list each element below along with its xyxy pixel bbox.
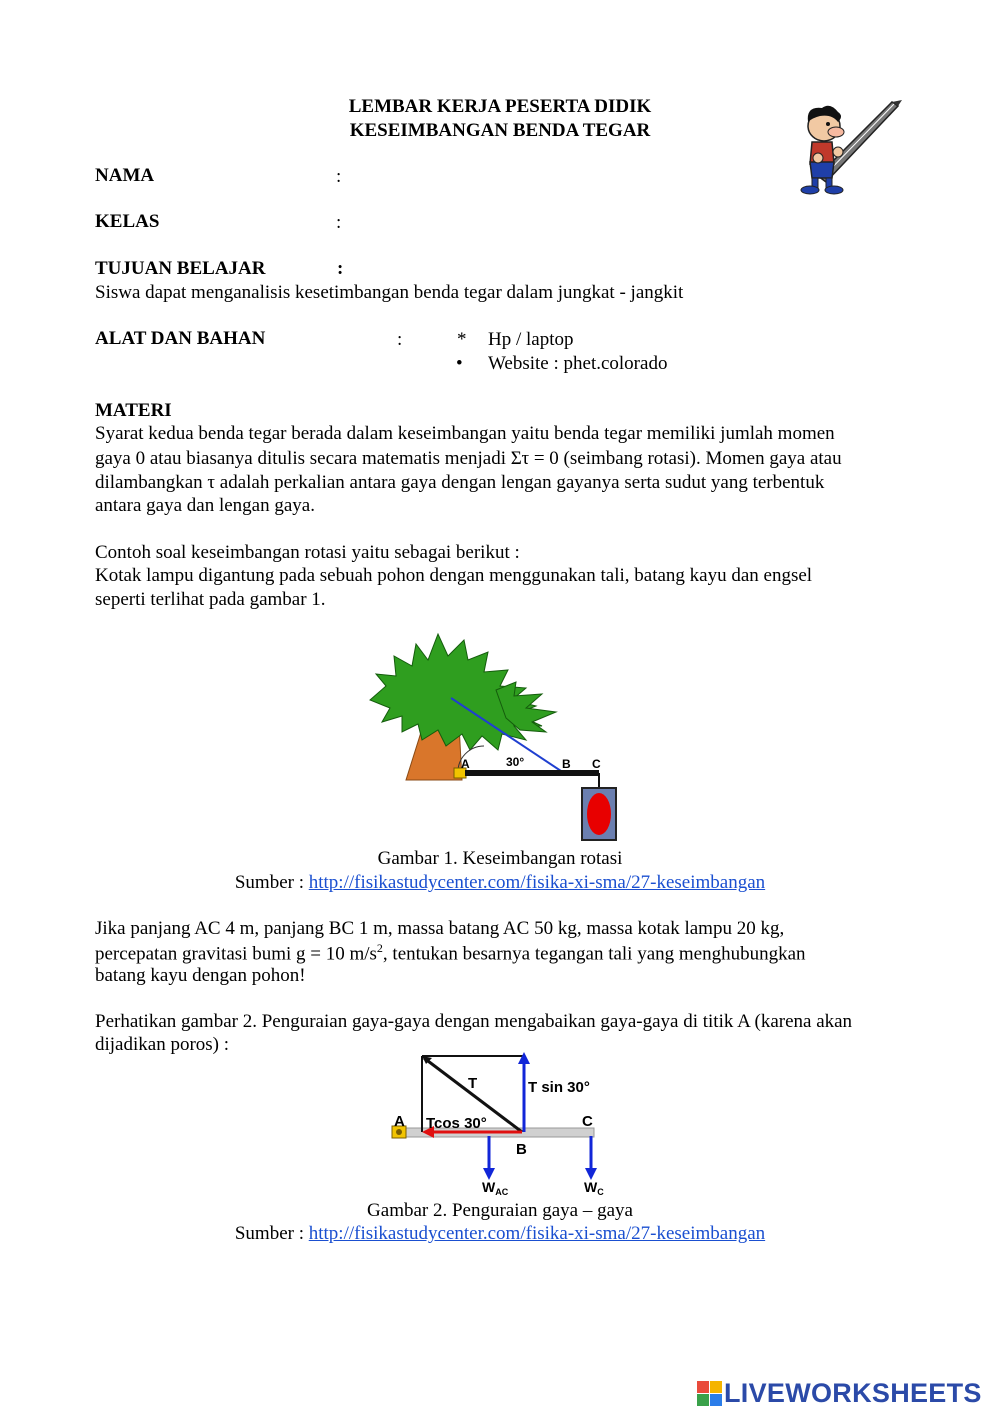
liveworksheets-logo — [697, 1378, 982, 1408]
figure-2-source — [0, 1223, 1000, 1245]
source-prefix: Sumber : — [234, 872, 309, 893]
kelas-label: KELAS — [95, 211, 160, 232]
figure-1-source-link[interactable]: http://fisikastudycenter.com/fisika-xi-sma/27-keseimbangan — [308, 872, 766, 893]
logo-badge — [697, 1381, 722, 1406]
source-prefix: Sumber : — [234, 1223, 309, 1244]
materi-line: gaya 0 atau biasanya ditulis secara matematis menjadi Στ = 0 (seimbang rotasi). Momen gaya atau — [95, 448, 842, 469]
problem-line — [95, 941, 806, 965]
figure-1-source — [0, 872, 1000, 894]
fig1-label-b: B — [562, 757, 571, 771]
figure-2-source-link[interactable]: http://fisikastudycenter.com/fisika-xi-sma/27-keseimbangan — [308, 1223, 766, 1244]
alat-item-bullet: • — [456, 353, 463, 374]
materi-line: antara gaya dan lengan gaya. — [95, 495, 315, 516]
pencil-boy-illustration — [788, 98, 906, 196]
fig2-label-tsin: T sin 30° — [528, 1079, 590, 1096]
tujuan-text: Siswa dapat menganalisis kesetimbangan benda tegar dalam jungkat - jangkit — [95, 282, 684, 303]
nama-colon: : — [336, 166, 342, 187]
problem-line: batang kayu dengan pohon! — [95, 965, 306, 986]
fig1-angle-label: 30° — [506, 755, 525, 769]
kelas-colon: : — [336, 212, 342, 233]
instruction-line: dijadikan poros) : — [95, 1034, 230, 1055]
problem-text: , tentukan besarnya tegangan tali yang menghubungkan — [382, 943, 806, 965]
figure-2-caption: Gambar 2. Penguraian gaya – gaya — [367, 1200, 633, 1221]
alat-label: ALAT DAN BAHAN — [95, 328, 266, 349]
fig2-wac-main: W — [482, 1179, 496, 1195]
title-line-2: KESEIMBANGAN BENDA TEGAR — [349, 120, 651, 141]
nama-label: NAMA — [95, 165, 155, 186]
alat-colon: : — [397, 329, 403, 350]
example-line: Kotak lampu digantung pada sebuah pohon dengan menggunakan tali, batang kayu dan engsel — [95, 565, 813, 586]
fig2-label-a: A — [394, 1113, 405, 1130]
fig2-label-tcos: Tcos 30° — [426, 1115, 487, 1132]
materi-line: dilambangkan τ adalah perkalian antara gaya dengan lengan gayanya serta sudut yang terbentuk — [95, 472, 825, 493]
alat-item-bullet: * — [457, 329, 467, 350]
superscript: 2 — [376, 941, 383, 955]
fig1-label-a: A — [461, 757, 470, 771]
alat-item: Hp / laptop — [488, 329, 574, 350]
figure-1-caption: Gambar 1. Keseimbangan rotasi — [377, 848, 623, 869]
fig2-wac-sub: AC — [495, 1187, 509, 1197]
materi-line: Syarat kedua benda tegar berada dalam keseimbangan yaitu benda tegar memiliki jumlah momen — [95, 423, 835, 444]
example-line: Contoh soal keseimbangan rotasi yaitu sebagai berikut : — [95, 542, 520, 563]
fig2-label-wc — [584, 1179, 604, 1197]
problem-line: Jika panjang AC 4 m, panjang BC 1 m, massa batang AC 50 kg, massa kotak lampu 20 kg, — [95, 918, 785, 939]
instruction-line: Perhatikan gambar 2. Penguraian gaya-gaya dengan mengabaikan gaya-gaya di titik A (karena akan — [95, 1011, 853, 1032]
fig2-label-b: B — [516, 1141, 527, 1158]
brand-name: LIVEWORKSHEETS — [724, 1377, 982, 1408]
figure-1-tree-diagram — [366, 630, 626, 842]
figure-2-force-diagram — [388, 1052, 618, 1200]
fig2-label-t: T — [468, 1075, 478, 1092]
fig2-wc-main: W — [584, 1179, 598, 1195]
tujuan-label: TUJUAN BELAJAR — [95, 258, 266, 279]
alat-item: Website : phet.colorado — [488, 353, 668, 374]
title-line-1: LEMBAR KERJA PESERTA DIDIK — [348, 96, 652, 117]
fig2-wc-sub: C — [597, 1187, 604, 1197]
fig1-label-c: C — [592, 757, 601, 771]
example-line: seperti terlihat pada gambar 1. — [95, 589, 326, 610]
problem-text: percepatan gravitasi bumi g = 10 m/s — [95, 943, 377, 965]
fig2-label-wac — [482, 1179, 509, 1197]
materi-heading: MATERI — [95, 400, 172, 421]
fig2-label-c: C — [582, 1113, 593, 1130]
tujuan-colon: : — [337, 258, 344, 279]
